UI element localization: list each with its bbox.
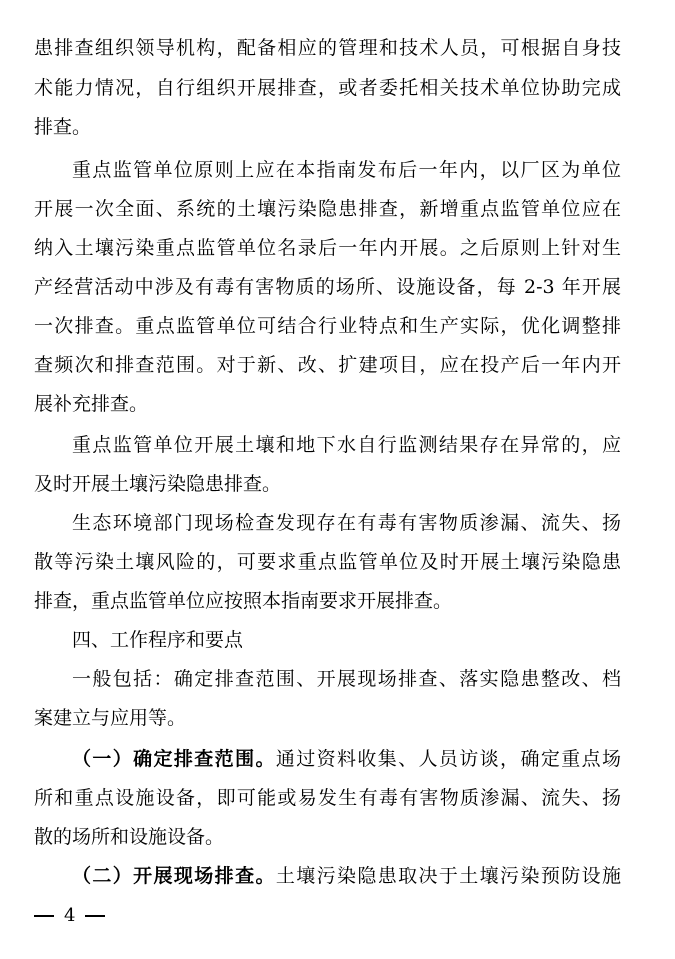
subheading-field: （二）开展现场排查。 [72, 865, 276, 887]
text-line: 案建立与应用等。 [34, 707, 187, 729]
text-line: 纳入土壤污染重点监管单位名录后一年内开展。之后原则上针对生 [34, 237, 621, 259]
text-run: 土壤污染隐患取决于土壤污染预防设施 [275, 865, 621, 887]
text-line [0, 740, 675, 779]
text-line: 排查。 [34, 116, 92, 138]
page-footer [34, 902, 105, 930]
text-line: 及时开展土壤污染隐患排查。 [34, 473, 282, 495]
text-line [0, 857, 675, 896]
text-line: 一次排查。重点监管单位可结合行业特点和生产实际，优化调整排 [34, 315, 621, 337]
text-line: 一般包括：确定排查范围、开展现场排查、落实隐患整改、档 [72, 668, 621, 690]
text-line: 所和重点设施设备，即可能或易发生有毒有害物质渗漏、流失、扬 [34, 787, 621, 809]
text-line: 产经营活动中涉及有毒有害物质的场所、设施设备，每 2-3 年开展 [34, 276, 621, 298]
subheading-scope: （一）确定排查范围。 [72, 748, 276, 770]
text-line: 散等污染土壤风险的，可要求重点监管单位及时开展土壤污染隐患 [34, 551, 621, 573]
text-line: 排查，重点监管单位应按照本指南要求开展排查。 [34, 590, 453, 612]
text-line: 生态环境部门现场检查发现存在有毒有害物质渗漏、流失、扬 [72, 512, 621, 534]
page-number: 4 [64, 905, 76, 926]
text-line: 患排查组织领导机构，配备相应的管理和技术人员，可根据自身技 [34, 37, 621, 59]
text-line: 散的场所和设施设备。 [34, 826, 225, 848]
dash-right [85, 915, 105, 917]
text-line: 查频次和排查范围。对于新、改、扩建项目，应在投产后一年内开 [34, 354, 621, 376]
text-run: 通过资料收集、人员访谈，确定重点场 [275, 748, 621, 770]
text-line: 术能力情况，自行组织开展排查，或者委托相关技术单位协助完成 [34, 77, 621, 99]
text-line: 重点监管单位开展土壤和地下水自行监测结果存在异常的，应 [72, 434, 621, 456]
section-heading: 四、工作程序和要点 [72, 629, 244, 651]
text-line: 重点监管单位原则上应在本指南发布后一年内，以厂区为单位 [72, 159, 621, 181]
dash-left [34, 915, 54, 917]
text-line: 展补充排查。 [34, 393, 149, 415]
text-line: 开展一次全面、系统的土壤污染隐患排查，新增重点监管单位应在 [34, 198, 621, 220]
